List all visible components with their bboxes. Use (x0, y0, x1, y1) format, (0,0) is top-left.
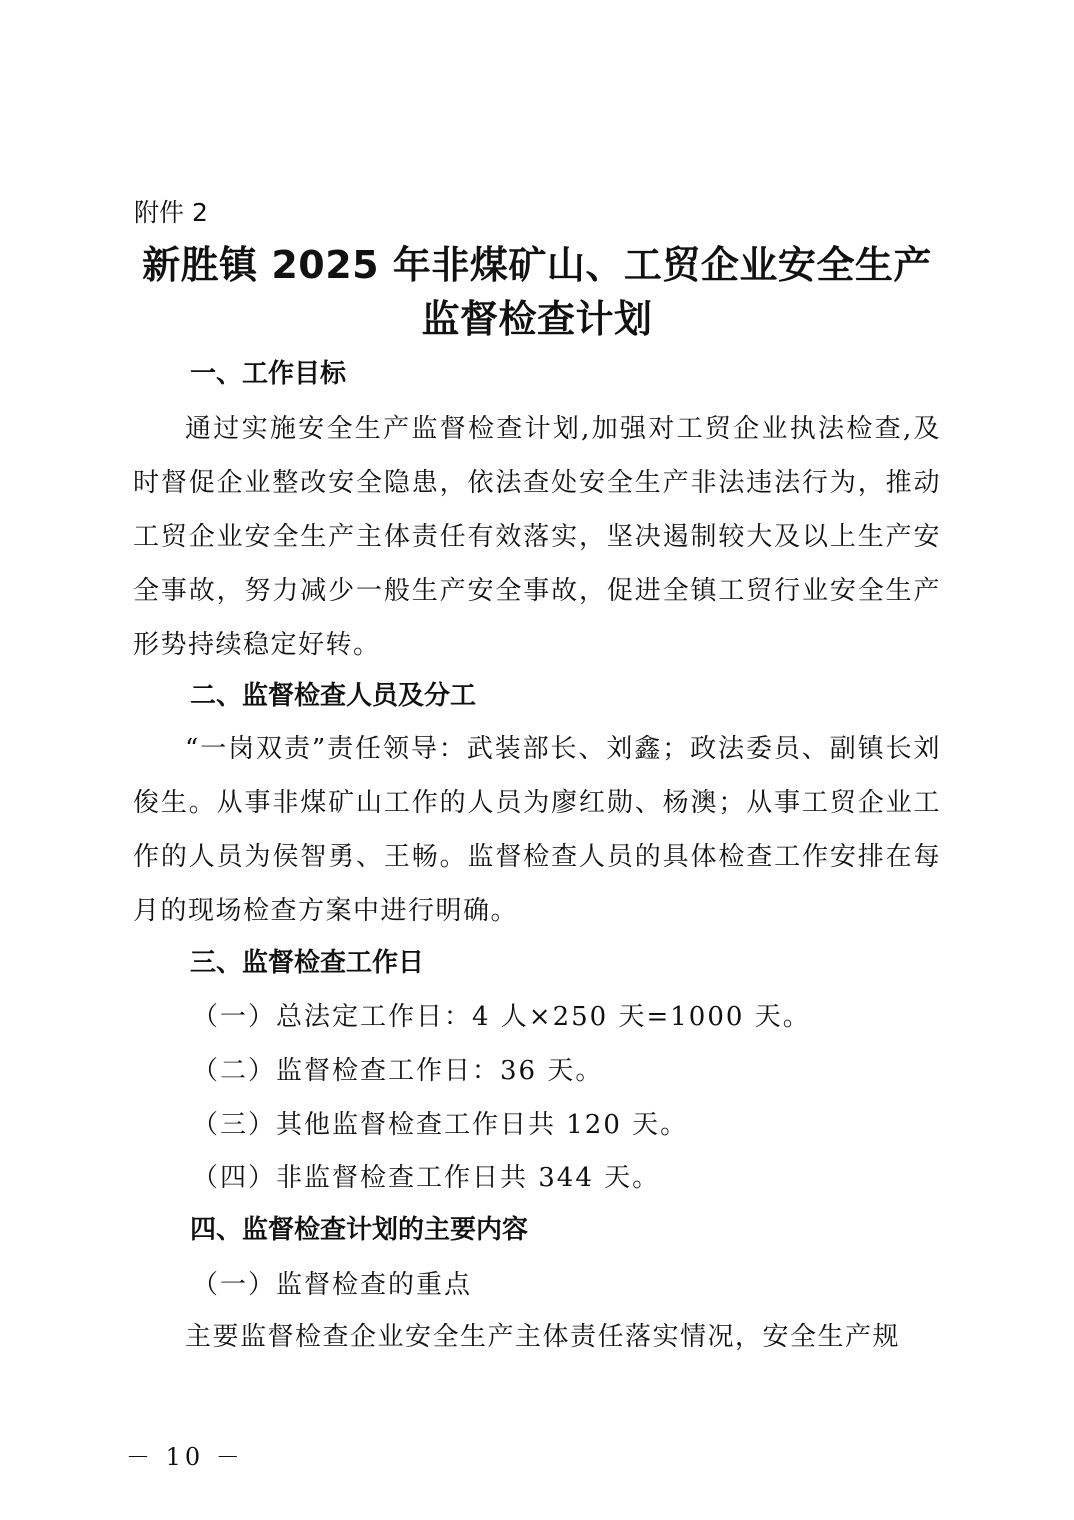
document-title-line-2: 监督检查计划 (421, 297, 653, 341)
section-3-item-2: （二）监督检查工作日：36 天。 (192, 1056, 604, 1086)
section-4-body: 主要监督检查企业安全生产主体责任落实情况，安全生产规 (185, 1322, 901, 1352)
section-1-heading: 一、工作目标 (190, 359, 347, 389)
section-2-heading: 二、监督检查人员及分工 (190, 681, 477, 711)
page-number: － 10 － (126, 1443, 244, 1471)
attachment-label: 附件 2 (134, 198, 208, 227)
section-4-heading: 四、监督检查计划的主要内容 (190, 1215, 529, 1245)
section-4-subheading: （一）监督检查的重点 (192, 1270, 473, 1300)
section-3-heading: 三、监督检查工作日 (190, 948, 425, 978)
section-1-body: 通过实施安全生产监督检查计划,加强对工贸企业执法检查,及时督促企业整改安全隐患，依法查处安全生产非法违法行为，推动工贸企业安全生产主体责任有效落实，坚决遏制较大及以上生产安全事故，努力减少一般生产安全事故，促进全镇工贸行业安全生产形势持续稳定好转。 (133, 414, 941, 660)
document-title-line-1: 新胜镇 2025 年非煤矿山、工贸企业安全生产 (142, 243, 932, 287)
section-3-item-1: （一）总法定工作日：4 人×250 天=1000 天。 (192, 1002, 811, 1032)
section-2-body: “一岗双责”责任领导：武装部长、刘鑫；政法委员、副镇长刘俊生。从事非煤矿山工作的人员为廖红勋、杨澳；从事工贸企业工作的人员为侯智勇、王畅。监督检查人员的具体检查工作安排在每月的现场检查方案中进行明确。 (133, 734, 941, 926)
section-3-item-4: （四）非监督检查工作日共 344 天。 (192, 1163, 661, 1193)
section-3-item-3: （三）其他监督检查工作日共 120 天。 (192, 1110, 689, 1140)
